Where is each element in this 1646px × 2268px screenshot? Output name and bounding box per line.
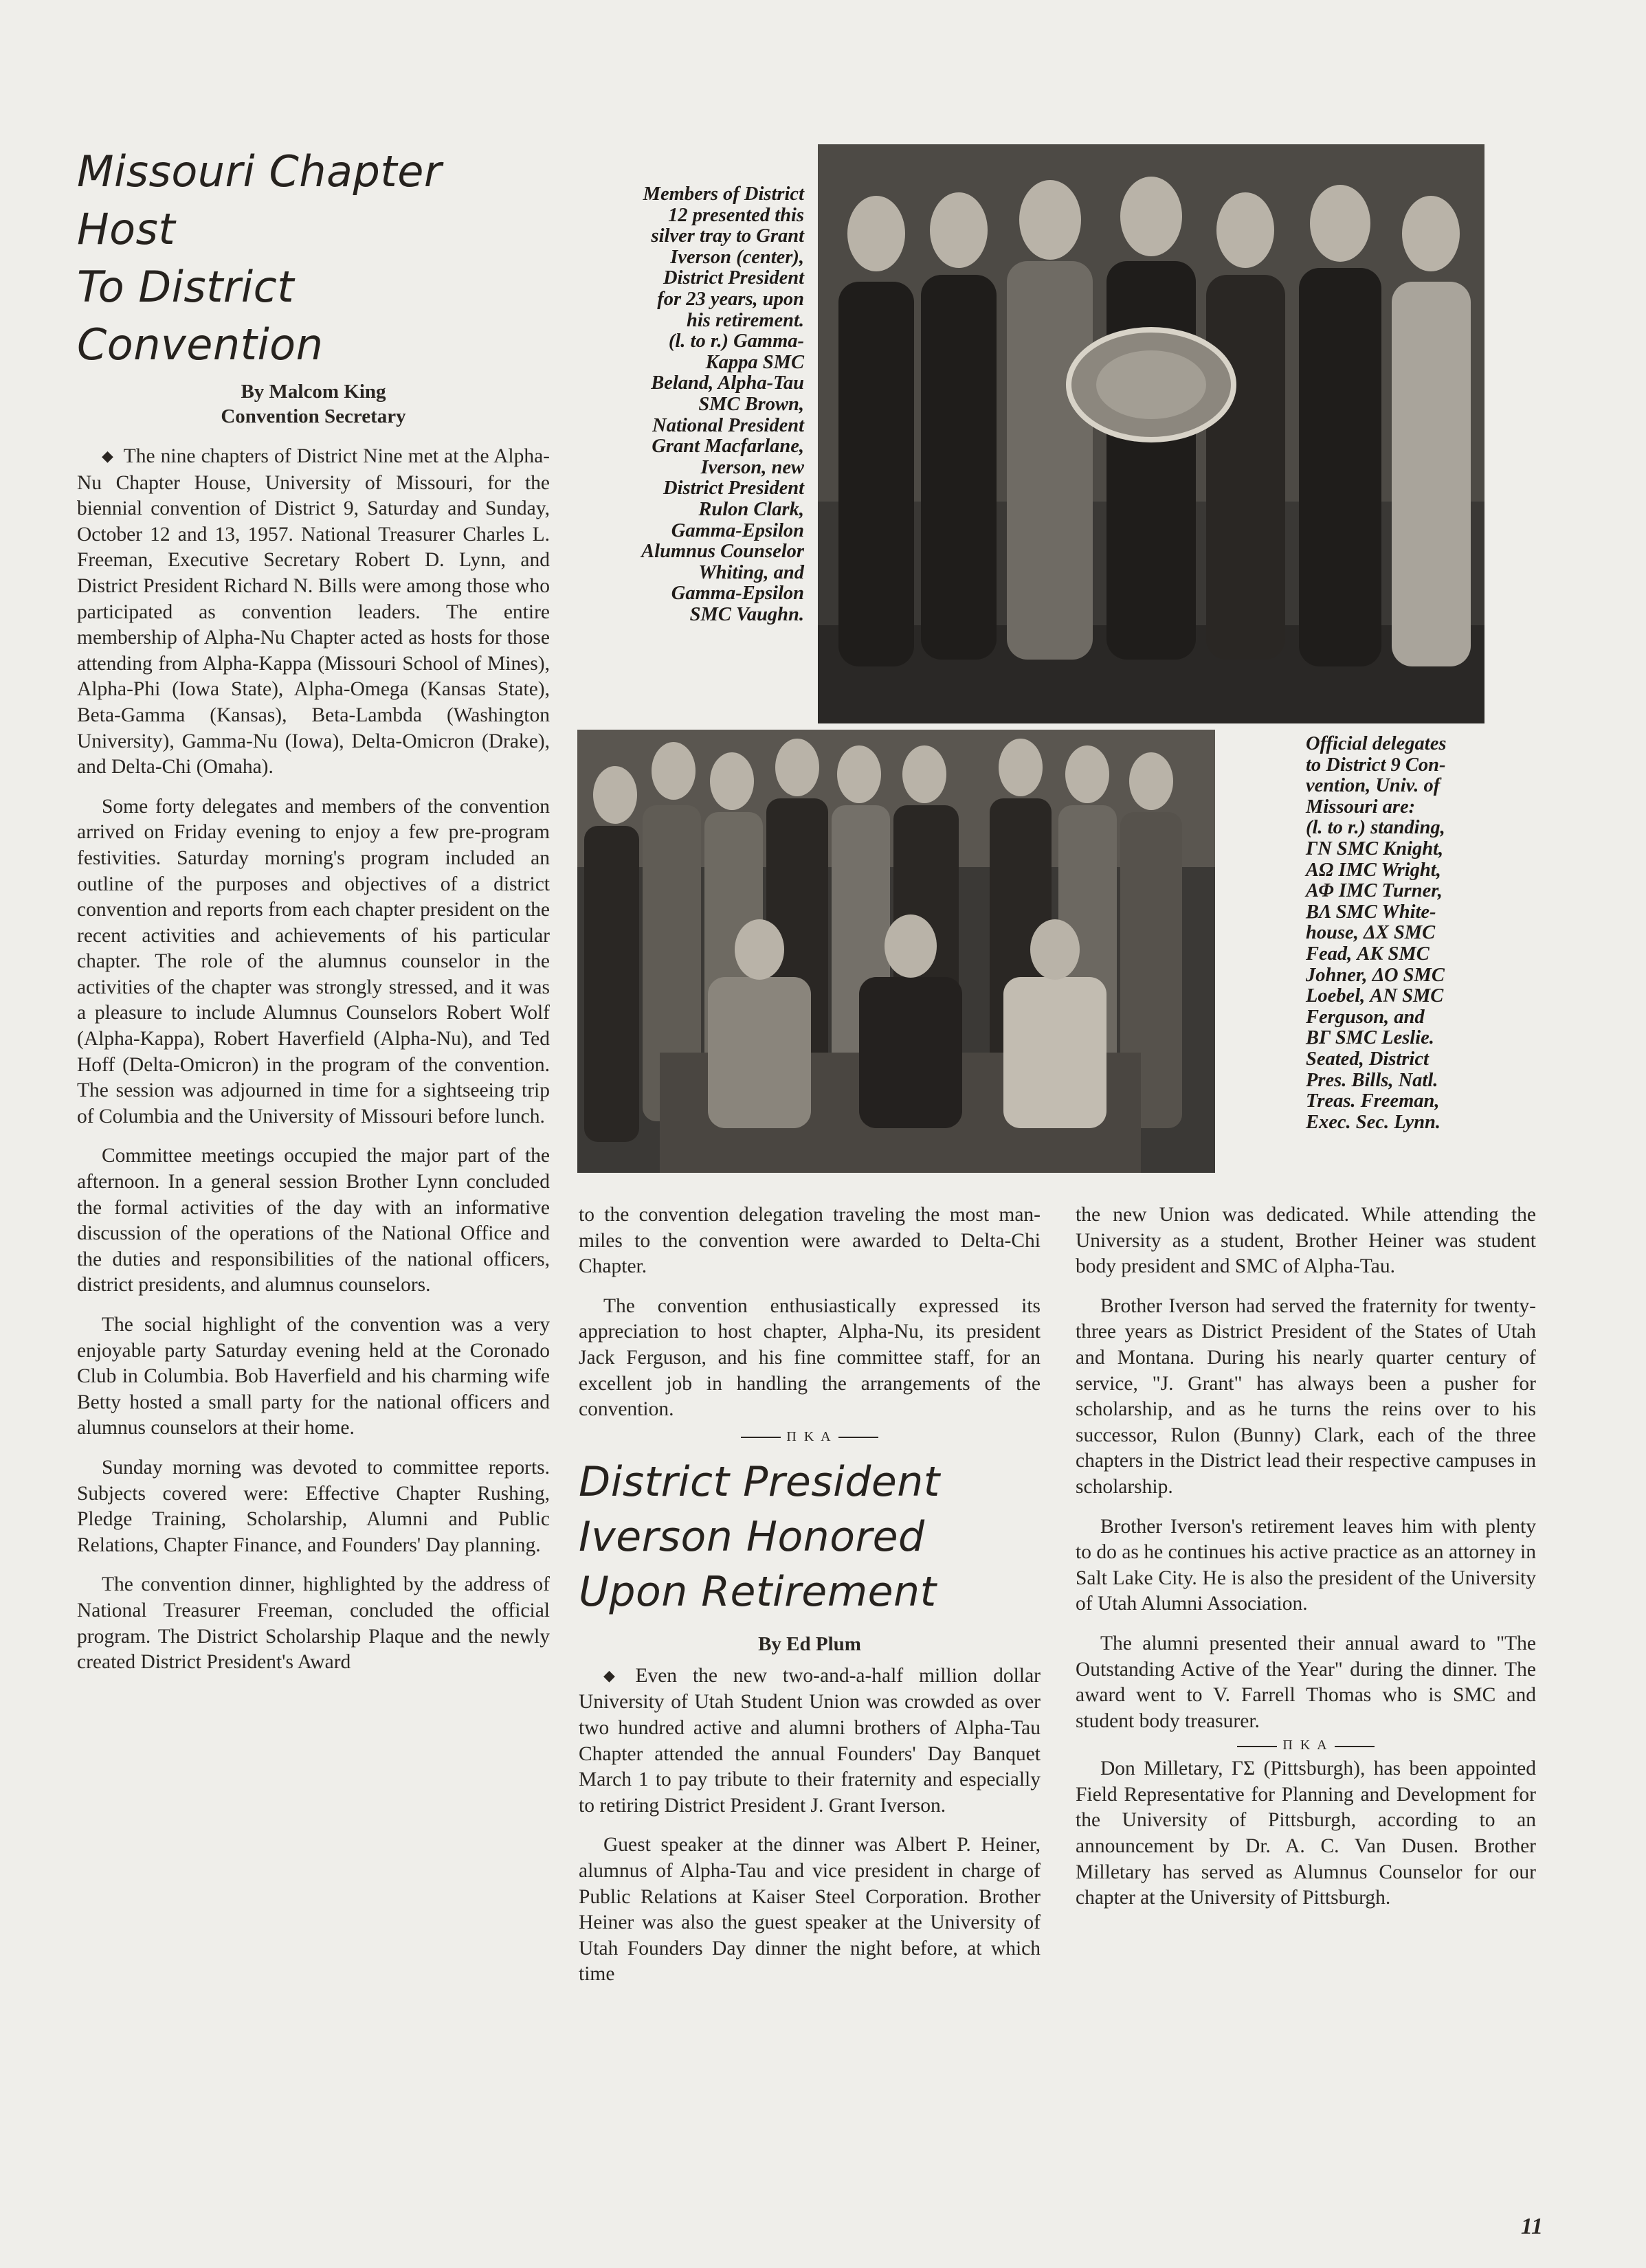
headline-iverson: District President Iverson Honored Upon Retirement [579, 1457, 940, 1616]
divider-rule [838, 1437, 878, 1438]
article3-paragraph: Don Milletary, ΓΣ (Pittsburgh), has been appointed Field Representative for Planning and Development for the University of Pittsburgh, according to an announcement by Dr. A. C. Van Dusen. Brother Milletary has served as Alumnus Counselor for our chapter at the University of Pittsburgh. [1076, 1758, 1536, 1909]
article1-paragraph: The convention dinner, highlighted by the address of National Treasurer Freeman, concluded the official program. The District Scholarship Plaque and the newly created District President's Award [77, 1573, 550, 1674]
caption-official-delegates: Official delegates to District 9 Con- vention, Univ. of Missouri are: (l. to r.) standing, ΓΝ SMC Knight, ΑΩ IMC Wright, ΑΦ IMC Turner, ΒΛ SMC White- house, ΔΧ SMC Fead, ΑΚ SMC Johner, ΔΟ SMC Loebel, ΑΝ SMC Ferguson, and ΒΓ SMC Leslie. Seated, District Pres. Bills, Natl. Treas. Freeman, Exec. Sec. Lynn. [1306, 733, 1447, 1133]
article2-continued-paragraph: The alumni presented their annual award to "The Outstanding Active of the Year" during the dinner. The award went to V. Farrell Thomas who is SMC and student body treasurer. [1076, 1632, 1536, 1732]
article2-body [579, 1663, 1041, 1988]
section-divider: Π K A [1076, 1734, 1536, 1756]
article1-paragraph: Sunday morning was devoted to committee reports. Subjects covered were: Effective Chapter Rushing, Pledge Training, Scholarship, Alumni and Public Relations, Chapter Finance, and Founders' Day planning. [77, 1456, 550, 1556]
article2-continued-paragraph: the new Union was dedicated. While attending the University as a student, Brother Heiner was student body president and SMC of Alpha-Tau. [1076, 1204, 1536, 1278]
article1-continued-paragraph: to the convention delegation traveling the most man-miles to the convention were awarded to Delta-Chi Chapter. [579, 1204, 1041, 1278]
article2-continued-paragraph: Brother Iverson's retirement leaves him with plenty to do as he continues his active practice as an attorney in Salt Lake City. He is also the president of the University of Utah Alumni Association. [1076, 1515, 1536, 1615]
article1-continued-paragraph: The convention enthusiastically expressed its appreciation to host chapter, Alpha-Nu, its president Jack Ferguson, and his fine committee staff, for an excellent job in handling the arrangements of the convention. [579, 1294, 1041, 1421]
article1-paragraph: Committee meetings occupied the major part of the afternoon. In a general session Brother Lynn concluded the formal activities of the day with an informative discussion of the operations of the National Office and the duties and responsibilities of the national officers, district presidents, and alumnus counselors. [77, 1145, 550, 1296]
byline-missouri: By Malcom King Convention Secretary [221, 381, 406, 427]
article2-paragraph: Guest speaker at the dinner was Albert P. Heiner, alumnus of Alpha-Tau and vice president in charge of Public Relations at Kaiser Steel Corporation. Brother Heiner was also the guest speaker at the University of Utah Founders Day dinner the night before, at which time [579, 1834, 1041, 1986]
photo-silver-tray-presentation [818, 144, 1484, 723]
article2-paragraph: ◆ Even the new two-and-a-half million dollar University of Utah Student Union was crowded as over two hundred active and alumni brothers of Alpha-Tau Chapter attended the annual Founders' Day Banquet March 1 to pay tribute to their fraternity and especially to retiring District President J. Grant Iverson. [579, 1664, 1041, 1817]
divider-rule [1237, 1746, 1277, 1747]
diamond-bullet-icon: ◆ [603, 1666, 626, 1684]
byline-iverson: By Ed Plum [758, 1632, 861, 1655]
article-missouri-convention [77, 143, 550, 1676]
headline-missouri: Missouri Chapter Host To District Convention [77, 146, 442, 370]
page-number: 11 [1520, 2214, 1543, 2239]
diamond-bullet-icon: ◆ [102, 447, 114, 464]
middle-column [579, 1202, 1041, 1988]
divider-rule [1335, 1746, 1375, 1747]
caption-silver-tray: Members of District 12 presented this silver tray to Grant Iverson (center), District President for 23 years, upon his retirement. (l. to r.) Gamma- Kappa SMC Beland, Alpha-Tau SMC Brown, National President Grant Macfarlane, Iverson, new District President Rulon Clark, Gamma-Epsilon Alumnus Counselor Whiting, and Gamma-Epsilon SMC Vaughn. [641, 183, 804, 625]
article1-body [77, 444, 550, 1676]
photo-silver-tray-image [818, 144, 1484, 723]
article1-paragraph: The social highlight of the convention was a very enjoyable party Saturday evening held at the Coronado Club in Columbia. Bob Haverfield and his charming wife Betty hosted a small party for the national officers and alumnus counselors at their home. [77, 1314, 550, 1439]
article1-paragraph: Some forty delegates and members of the convention arrived on Friday evening to enjoy a few pre-program festivities. Saturday morning's program included an outline of the purposes and objectives of a district convention and reports from each chapter president on the recent activities and achievements of his particular chapter. The role of the alumnus counselor in the activities of the chapter was strongly stressed, and it was a pleasure to include Alumnus Counselors Robert Wolf (Alpha-Kappa), Robert Haverfield (Alpha-Nu), and Ted Hoff (Delta-Omicron) in the program of the convention. The session was adjourned in time for a sightseeing trip of Columbia and the University of Missouri before lunch. [77, 795, 550, 1127]
photo-district-delegates [577, 730, 1215, 1173]
right-column [1076, 1202, 1536, 1911]
photo-delegates-image [577, 730, 1215, 1173]
article2-continued-paragraph: Brother Iverson had served the fraternity for twenty-three years as District President of the States of Utah and Montana. During his nearly quarter century of service, "J. Grant" has always been a pusher for scholarship, and as he turns the reins over to his successor, Rulon (Bunny) Clark, each of the three chapters in the District lead their respective campuses in scholarship. [1076, 1294, 1536, 1498]
section-divider: Π K A [579, 1423, 1041, 1450]
divider-rule [741, 1437, 781, 1438]
article1-paragraph: ◆ The nine chapters of District Nine met at the Alpha-Nu Chapter House, University of Missouri, for the biennial convention of District 9, Saturday and Sunday, October 12 and 13, 1957. National Treasurer Charles L. Freeman, Executive Secretary Robert D. Lynn, and District President Richard N. Bills were among those who participated as convention leaders. The entire membership of Alpha-Nu Chapter acted as hosts for those attending from Alpha-Kappa (Missouri School of Mines), Alpha-Phi (Iowa State), Alpha-Omega (Kansas State), Beta-Gamma (Kansas), Beta-Lambda (Washington University), Gamma-Nu (Iowa), Delta-Omicron (Drake), and Delta-Chi (Omaha). [77, 445, 550, 778]
